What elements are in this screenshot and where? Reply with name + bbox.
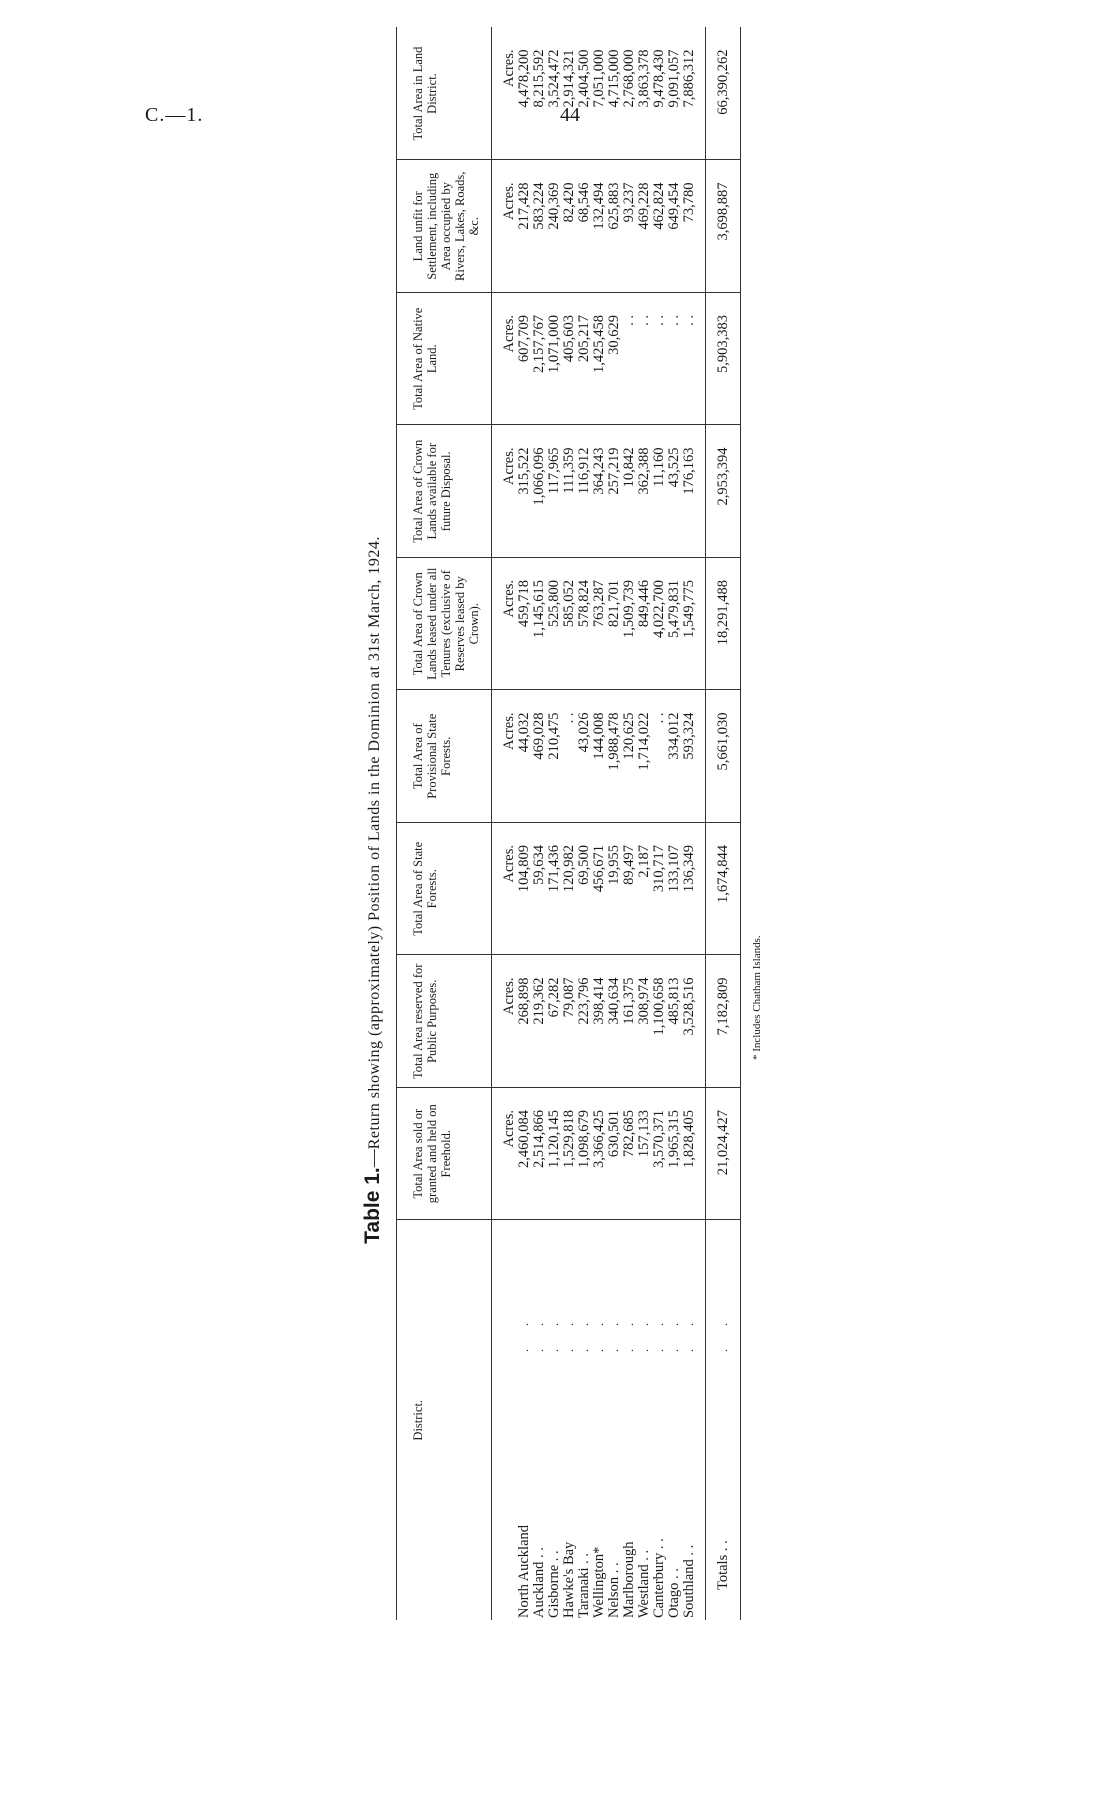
area-value: 89,497	[622, 823, 637, 956]
district-name: Canterbury . .	[651, 1538, 667, 1618]
area-value: 3,570,371	[652, 1088, 667, 1221]
area-value: 583,224	[532, 160, 547, 293]
district-name: North Auckland	[516, 1524, 532, 1618]
area-value: 69,500	[577, 823, 592, 956]
leader-dots: . .	[706, 1220, 741, 1370]
area-value: 1,425,458	[592, 293, 607, 426]
column-header: Total Area in Land District.	[397, 28, 492, 161]
area-value: 607,709	[517, 293, 532, 426]
district-name: Marlborough	[621, 1541, 637, 1618]
total-value: 5,661,030	[706, 690, 741, 823]
table-row	[547, 28, 562, 1621]
area-value: 120,625	[622, 690, 637, 823]
area-value: 117,965	[547, 425, 562, 558]
leader-dots: . .	[622, 1313, 636, 1352]
totals-row	[706, 28, 741, 1621]
district-name: Auckland . .	[531, 1547, 547, 1618]
area-value: 4,478,200	[517, 28, 532, 161]
area-value: 223,796	[577, 955, 592, 1088]
area-value: 315,522	[517, 425, 532, 558]
area-value: 171,436	[547, 823, 562, 956]
area-value: 2,460,084	[517, 1088, 532, 1221]
column-header: Total Area sold or granted and held on Freehold.	[397, 1088, 492, 1221]
leader-dots: . .	[562, 1313, 576, 1352]
area-value: 585,052	[562, 558, 577, 691]
area-value: 111,359	[562, 425, 577, 558]
area-value: 116,912	[577, 425, 592, 558]
area-value: 240,369	[547, 160, 562, 293]
area-value: 456,671	[592, 823, 607, 956]
total-value: 7,182,809	[706, 955, 741, 1088]
area-value: 257,219	[607, 425, 622, 558]
area-value: 649,454	[667, 160, 682, 293]
area-value: 763,287	[592, 558, 607, 691]
area-value: 469,228	[637, 160, 652, 293]
area-value: 104,809	[517, 823, 532, 956]
area-value: 157,133	[637, 1088, 652, 1221]
area-value: 1,988,478	[607, 690, 622, 823]
table-title	[350, 160, 396, 1620]
area-value: 136,349	[682, 823, 706, 956]
table-row	[622, 28, 637, 1621]
area-value: 120,982	[562, 823, 577, 956]
table-row	[592, 28, 607, 1621]
district-name: Wellington*	[591, 1546, 607, 1618]
area-value: 7,886,312	[682, 28, 706, 161]
leader-dots: . .	[652, 1313, 666, 1352]
area-value: 578,824	[577, 558, 592, 691]
lands-table	[396, 28, 741, 1621]
area-value: 44,032	[517, 690, 532, 823]
area-value: 7,051,000	[592, 28, 607, 161]
table-title-text: Return showing (approximately) Position of Lands in the Dominion at 31st March, 1924.	[366, 536, 383, 1150]
area-value: 43,525	[667, 425, 682, 558]
column-header: Total Area of Provisional State Forests.	[397, 690, 492, 823]
district-name: Westland . .	[636, 1549, 652, 1618]
area-value: 59,634	[532, 823, 547, 956]
area-value: 1,066,096	[532, 425, 547, 558]
area-value: 1,120,145	[547, 1088, 562, 1221]
area-value: 4,715,000	[607, 28, 622, 161]
area-value: 210,475	[547, 690, 562, 823]
column-header: Total Area of Crown Lands available for future Disposal.	[397, 425, 492, 558]
area-value: 176,163	[682, 425, 706, 558]
table-row	[532, 28, 547, 1621]
district-name: Southland . .	[681, 1544, 697, 1618]
page-reference: C.—1.	[145, 104, 204, 126]
area-value: 133,107	[667, 823, 682, 956]
footnote: * Includes Chatham Islands.	[751, 935, 763, 1060]
area-value: 1,529,818	[562, 1088, 577, 1221]
area-value: 525,800	[547, 558, 562, 691]
area-value: 405,603	[562, 293, 577, 426]
area-value: . .	[622, 293, 637, 426]
area-value: 364,243	[592, 425, 607, 558]
area-value: 68,546	[577, 160, 592, 293]
area-value: 219,362	[532, 955, 547, 1088]
area-value: 782,685	[622, 1088, 637, 1221]
area-value: . .	[667, 293, 682, 426]
unit-label: Acres.	[492, 1088, 518, 1221]
total-value: 5,903,383	[706, 293, 741, 426]
area-value: 1,714,022	[637, 690, 652, 823]
area-value: 82,420	[562, 160, 577, 293]
area-value: 398,414	[592, 955, 607, 1088]
page-number: 44	[560, 104, 580, 126]
area-value: . .	[562, 690, 577, 823]
total-value: 18,291,488	[706, 558, 741, 691]
area-value: 593,324	[682, 690, 706, 823]
area-value: 3,863,378	[637, 28, 652, 161]
area-value: 1,071,000	[547, 293, 562, 426]
area-value: 8,215,592	[532, 28, 547, 161]
district-name: Gisborne . .	[546, 1550, 562, 1618]
area-value: 3,366,425	[592, 1088, 607, 1221]
header-row	[397, 28, 492, 1621]
area-value: 73,780	[682, 160, 706, 293]
area-value: 2,768,000	[622, 28, 637, 161]
area-value: . .	[652, 293, 667, 426]
column-header: Total Area of State Forests.	[397, 823, 492, 956]
header-district: District.	[397, 1220, 492, 1620]
area-value: 1,100,658	[652, 955, 667, 1088]
area-value: 4,022,700	[652, 558, 667, 691]
district-name: Taranaki . .	[576, 1552, 592, 1618]
unit-label: Acres.	[492, 558, 518, 691]
leader-dots: . .	[592, 1313, 606, 1352]
table-row	[517, 28, 532, 1621]
area-value: 161,375	[622, 955, 637, 1088]
leader-dots: . .	[667, 1313, 681, 1352]
total-value: 2,953,394	[706, 425, 741, 558]
table-row	[652, 28, 667, 1621]
area-value: 79,087	[562, 955, 577, 1088]
table-row	[682, 28, 706, 1621]
area-value: 1,828,405	[682, 1088, 706, 1221]
column-header: Land unfit for Settlement, including Area occupied by Rivers, Lakes, Roads, &c.	[397, 160, 492, 293]
table-row	[637, 28, 652, 1621]
leader-dots: . .	[547, 1313, 561, 1352]
area-value: 144,008	[592, 690, 607, 823]
area-value: . .	[652, 690, 667, 823]
area-value: 9,478,430	[652, 28, 667, 161]
leader-dots: . .	[682, 1313, 696, 1352]
area-value: 217,428	[517, 160, 532, 293]
unit-label: Acres.	[492, 293, 518, 426]
area-value: 459,718	[517, 558, 532, 691]
empty-cell	[492, 1220, 518, 1370]
area-value: 1,509,739	[622, 558, 637, 691]
unit-label: Acres.	[492, 690, 518, 823]
area-value: 67,282	[547, 955, 562, 1088]
unit-label: Acres.	[492, 955, 518, 1088]
table-row	[667, 28, 682, 1621]
table-row	[607, 28, 622, 1621]
total-value: 3,698,887	[706, 160, 741, 293]
rotated-table-block	[350, 46, 770, 1620]
area-value: 334,012	[667, 690, 682, 823]
area-value: 9,091,057	[667, 28, 682, 161]
area-value: 2,187	[637, 823, 652, 956]
area-value: 11,160	[652, 425, 667, 558]
area-value: . .	[637, 293, 652, 426]
leader-dots: . .	[577, 1313, 591, 1352]
area-value: 849,446	[637, 558, 652, 691]
area-value: 3,528,516	[682, 955, 706, 1088]
area-value: 10,842	[622, 425, 637, 558]
area-value: 308,974	[637, 955, 652, 1088]
total-value: 1,674,844	[706, 823, 741, 956]
area-value: 2,157,767	[532, 293, 547, 426]
units-row	[492, 28, 518, 1621]
area-value: 93,237	[622, 160, 637, 293]
leader-dots: . .	[532, 1313, 546, 1352]
area-value: 310,717	[652, 823, 667, 956]
area-value: 3,524,472	[547, 28, 562, 161]
area-value: 2,514,866	[532, 1088, 547, 1221]
area-value: 1,145,615	[532, 558, 547, 691]
area-value: 630,501	[607, 1088, 622, 1221]
table-number: Table 1.	[361, 1167, 384, 1244]
area-value: 205,217	[577, 293, 592, 426]
area-value: 2,404,500	[577, 28, 592, 161]
area-value: 43,026	[577, 690, 592, 823]
district-name: Hawke's Bay	[561, 1541, 577, 1618]
area-value: 462,824	[652, 160, 667, 293]
table-row	[577, 28, 592, 1621]
unit-label: Acres.	[492, 425, 518, 558]
area-value: 19,955	[607, 823, 622, 956]
leader-dots: . .	[637, 1313, 651, 1352]
area-value: 5,479,831	[667, 558, 682, 691]
area-value: 362,388	[637, 425, 652, 558]
area-value: 1,549,775	[682, 558, 706, 691]
area-value: . .	[682, 293, 706, 426]
totals-label: Totals . .	[706, 1370, 741, 1620]
area-value: 132,494	[592, 160, 607, 293]
unit-label: Acres.	[492, 823, 518, 956]
district-name: Otago . .	[666, 1568, 682, 1618]
leader-dots: . .	[607, 1313, 621, 1352]
empty-cell	[492, 1370, 518, 1620]
total-value: 21,024,427	[706, 1088, 741, 1221]
column-header: Total Area of Native Land.	[397, 293, 492, 426]
area-value: 821,701	[607, 558, 622, 691]
table-row	[562, 28, 577, 1621]
area-value: 2,914,321	[562, 28, 577, 161]
column-header: Total Area of Crown Lands leased under all Tenures (exclusive of Reserves leased by Crown).	[397, 558, 492, 691]
total-value: 66,390,262	[706, 28, 741, 161]
leader-dots: . .	[517, 1313, 531, 1352]
table-body	[492, 28, 741, 1621]
area-value: 1,098,679	[577, 1088, 592, 1221]
unit-label: Acres.	[492, 28, 518, 161]
district-name: Nelson . .	[606, 1562, 622, 1618]
area-value: 469,028	[532, 690, 547, 823]
area-value: 1,965,315	[667, 1088, 682, 1221]
area-value: 625,883	[607, 160, 622, 293]
column-header: Total Area reserved for Public Purposes.	[397, 955, 492, 1088]
area-value: 340,634	[607, 955, 622, 1088]
area-value: 485,813	[667, 955, 682, 1088]
title-dash: —	[363, 1149, 383, 1168]
area-value: 268,898	[517, 955, 532, 1088]
area-value: 30,629	[607, 293, 622, 426]
unit-label: Acres.	[492, 160, 518, 293]
